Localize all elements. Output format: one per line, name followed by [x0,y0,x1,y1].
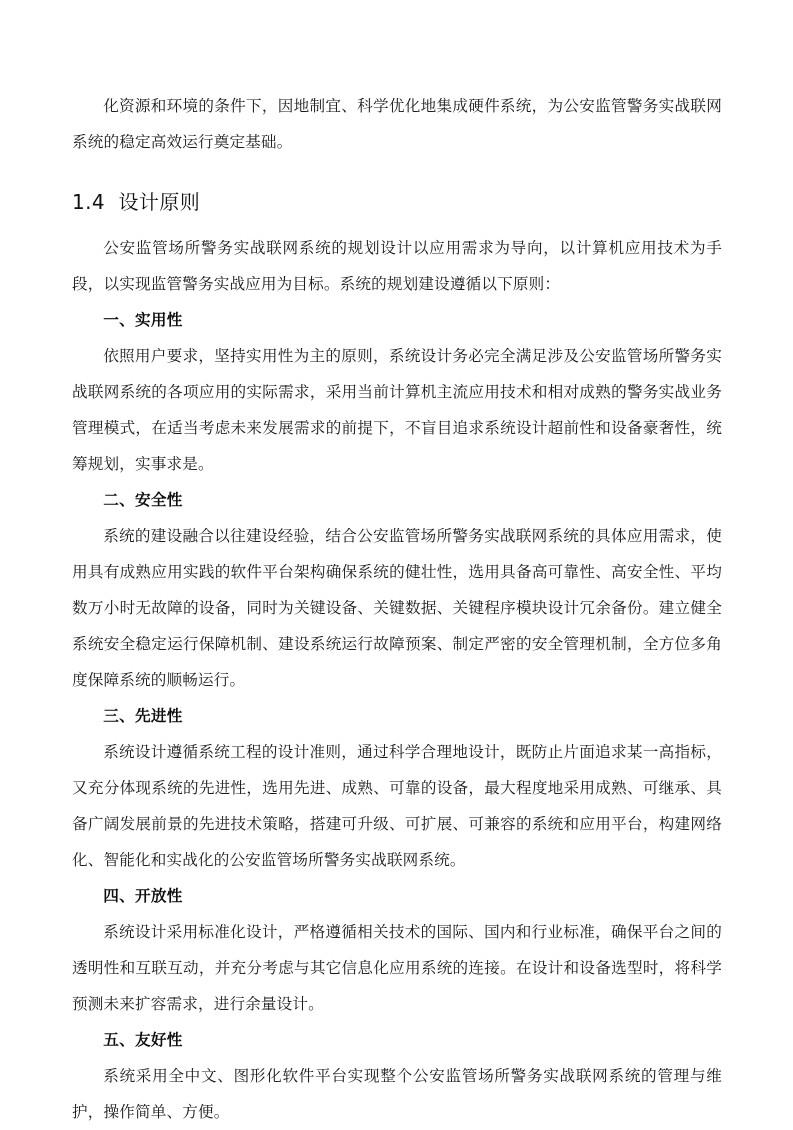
page-content [72,88,722,1130]
spacer-before-section-heading [72,160,722,184]
spacer-after-section-heading [72,220,722,230]
principle-body-1: 依照用户要求，坚持实用性为主的原则，系统设计务必完全满足涉及公安监管场所警务实战联网系统的各项应用的实际需求，采用当前计算机主流应用技术和相对成熟的警务实战业务管理模式，在适当考虑未来发展需求的前提下，不盲目追求系统设计超前性和设备豪奢性，统筹规划，实事求是。 [72,347,722,473]
principle-heading-4: 四、开放性 [103,887,183,905]
principle-heading-5: 五、友好性 [103,1031,183,1049]
section-heading-1-4: 1.4 设计原则 [72,190,201,214]
section-lead-paragraph: 公安监管场所警务实战联网系统的规划设计以应用需求为导向，以计算机应用技术为手段，以实现监管警务实战应用为目标。系统的规划建设遵循以下原则： [72,239,722,293]
intro-paragraph: 化资源和环境的条件下，因地制宜、科学优化地集成硬件系统，为公安监管警务实战联网系统的稳定高效运行奠定基础。 [72,97,722,151]
principle-heading-1: 一、实用性 [103,311,183,329]
principle-body-2: 系统的建设融合以往建设经验，结合公安监管场所警务实战联网系统的具体应用需求，使用具有成熟应用实践的软件平台架构确保系统的健壮性，选用具备高可靠性、高安全性、平均数万小时无故障的设备，同时为关键设备、关键数据、关键程序模块设计冗余备份。建立健全系统安全稳定运行保障机制、建设系统运行故障预案、制定严密的安全管理机制，全方位多角度保障系统的顺畅运行。 [72,527,722,689]
principle-heading-2: 二、安全性 [103,491,183,509]
principle-body-4: 系统设计采用标准化设计，严格遵循相关技术的国际、国内和行业标准，确保平台之间的透明性和互联互动，并充分考虑与其它信息化应用系统的连接。在设计和设备选型时，将科学预测未来扩容需求，进行余量设计。 [72,923,722,1013]
principle-heading-3: 三、先进性 [103,707,183,725]
principle-body-3: 系统设计遵循系统工程的设计准则，通过科学合理地设计，既防止片面追求某一高指标，又充分体现系统的先进性，选用先进、成熟、可靠的设备，最大程度地采用成熟、可继承、具备广阔发展前景的先进技术策略，搭建可升级、可扩展、可兼容的系统和应用平台，构建网络化、智能化和实战化的公安监管场所警务实战联网系统。 [72,743,722,869]
principle-body-5: 系统采用全中文、图形化软件平台实现整个公安监管场所警务实战联网系统的管理与维护，操作简单、方便。 [72,1067,722,1121]
